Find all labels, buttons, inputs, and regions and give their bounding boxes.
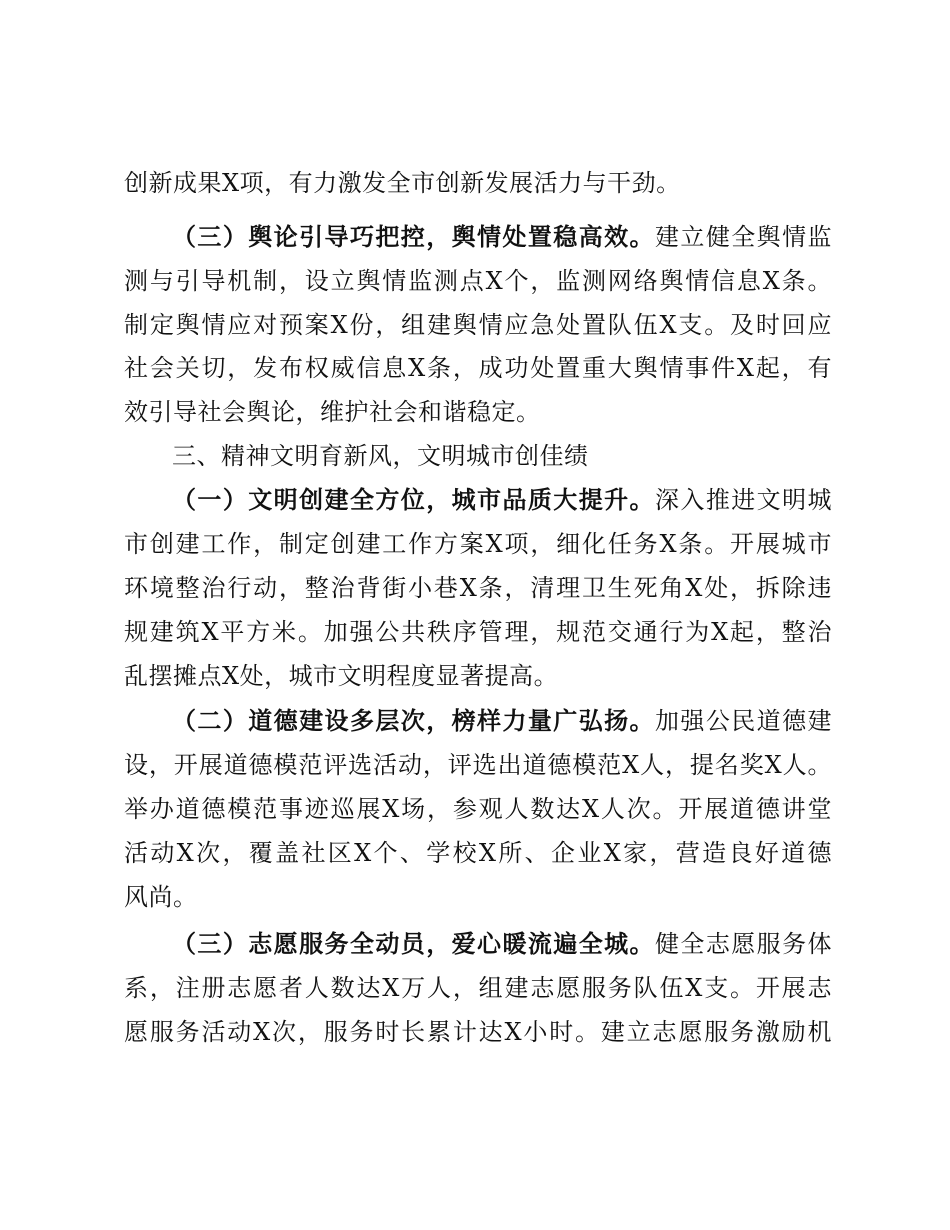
text-segment: 深入推进文明城 — [654, 486, 833, 514]
text-segment: 活动X次，覆盖社区X个、学校X所、企业X家，营造良好道德 — [124, 839, 832, 867]
paragraph-heading-line — [172, 706, 832, 736]
text-segment: 加强公民道德建 — [654, 707, 833, 735]
text-line — [124, 397, 832, 427]
paragraph-heading: （三）志愿服务全动员，爱心暖流遍全城。 — [172, 929, 655, 958]
text-segment: 规建筑X平方米。加强公共秩序管理，规范交通行为X起，整治 — [124, 618, 832, 646]
text-segment: 乱摆摊点X处，城市文明程度显著提高。 — [124, 662, 559, 690]
text-segment: 设，开展道德模范评选活动，评选出道德模范X人，提名奖X人。 — [124, 751, 832, 779]
text-line — [124, 838, 832, 868]
text-segment: 系，注册志愿者人数达X万人，组建志愿服务队伍X支。开展志 — [124, 974, 832, 1002]
text-segment: 社会关切，发布权威信息X条，成功处置重大舆情事件X起，有 — [124, 354, 832, 382]
section-heading — [172, 441, 832, 471]
text-segment: 测与引导机制，设立舆情监测点X个，监测网络舆情信息X条。 — [124, 267, 832, 295]
section-heading-text: 三、精神文明育新风，文明城市创佳绩 — [172, 442, 589, 470]
text-line — [124, 168, 832, 198]
text-segment: 制定舆情应对预案X份，组建舆情应急处置队伍X支。及时回应 — [124, 311, 832, 339]
text-segment: 建立健全舆情监 — [654, 223, 833, 251]
text-segment: 健全志愿服务体 — [654, 930, 833, 958]
text-segment: 环境整治行动，整治背街小巷X条，清理卫生死角X处，拆除违 — [124, 574, 832, 602]
text-segment: 举办道德模范事迹巡展X场，参观人数达X人次。开展道德讲堂 — [124, 795, 832, 823]
text-line — [124, 973, 832, 1003]
text-line — [124, 266, 832, 296]
paragraph-heading: （一）文明创建全方位，城市品质大提升。 — [172, 485, 655, 514]
text-line — [124, 310, 832, 340]
text-line — [124, 529, 832, 559]
text-line — [124, 794, 832, 824]
paragraph-heading: （二）道德建设多层次，榜样力量广弘扬。 — [172, 706, 655, 735]
text-line — [124, 353, 832, 383]
text-segment: 愿服务活动X次，服务时长累计达X小时。建立志愿服务激励机 — [124, 1018, 832, 1046]
text-segment: 风尚。 — [124, 883, 198, 911]
text-segment: 创新成果X项，有力激发全市创新发展活力与干劲。 — [124, 169, 681, 197]
text-line — [124, 882, 832, 912]
text-line — [124, 661, 832, 691]
text-line — [124, 617, 832, 647]
text-segment: 市创建工作，制定创建工作方案X项，细化任务X条。开展城市 — [124, 530, 832, 558]
paragraph-heading-line — [172, 485, 832, 515]
text-line — [124, 1017, 832, 1047]
paragraph-heading-line — [172, 929, 832, 959]
paragraph-heading-line — [172, 222, 832, 252]
text-segment: 效引导社会舆论，维护社会和谐稳定。 — [124, 398, 541, 426]
text-line — [124, 750, 832, 780]
text-line — [124, 573, 832, 603]
paragraph-heading: （三）舆论引导巧把控，舆情处置稳高效。 — [172, 222, 655, 251]
